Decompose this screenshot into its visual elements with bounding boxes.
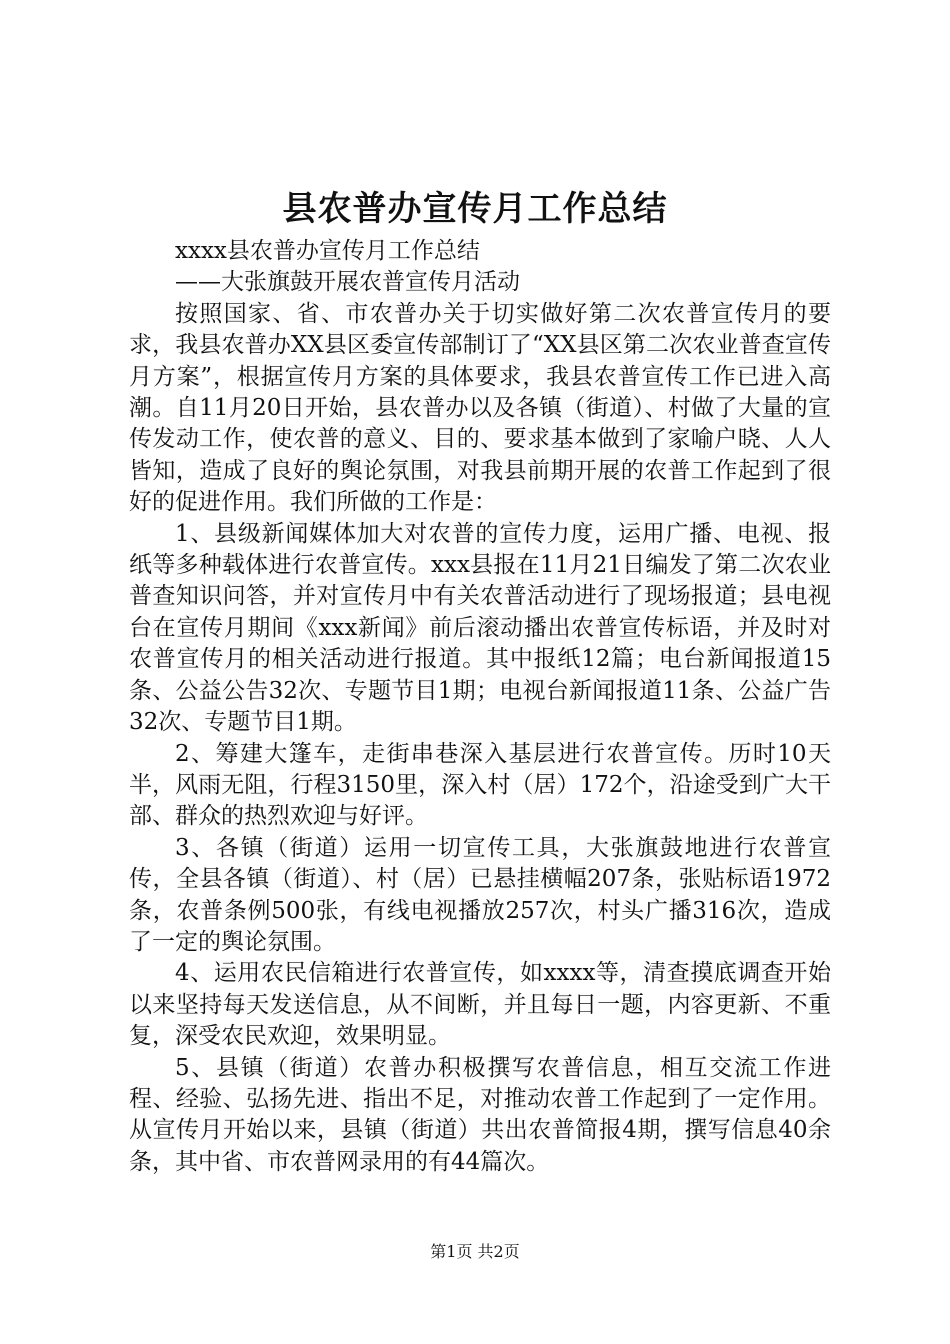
subtitle-line: ——大张旗鼓开展农普宣传月活动 bbox=[175, 269, 520, 296]
page-title: 县农普办宣传月工作总结 bbox=[282, 189, 668, 229]
body-paragraph: 1、县级新闻媒体加大对农普的宣传力度，运用广播、电视、报纸等多种载体进行农普宣传。xxx县报在11月21日编发了第二次农业普查知识问答，并对宣传月中有关农普活动进行了现场报道；县电视台在宣传月期间《xxx新闻》前后滚动播出农普宣传标语，并及时对农普宣传月的相关活动进行报道。其中报纸12篇；电台新闻报道15条、公益公告32次、专题节目1期；电视台新闻报道11条、公益广告32次、专题节目1期。 bbox=[129, 520, 831, 736]
body-paragraph: 4、运用农民信箱进行农普宣传，如xxxx等，清查摸底调查开始以来坚持每天发送信息，从不间断，并且每日一题，内容更新、不重复，深受农民欢迎，效果明显。 bbox=[129, 960, 831, 1050]
page-number-footer: 第1页 共2页 bbox=[430, 1242, 520, 1261]
subtitle-line: xxxx县农普办宣传月工作总结 bbox=[175, 238, 480, 264]
body-paragraph: 按照国家、省、市农普办关于切实做好第二次农普宣传月的要求，我县农普办XX县区委宣传部制订了“XX县区第二次农业普查宣传月方案”，根据宣传月方案的具体要求，我县农普宣传工作已进入高潮。自11月20日开始，县农普办以及各镇（街道）、村做了大量的宣传发动工作，使农普的意义、目的、要求基本做到了家喻户晓、人人皆知，造成了良好的舆论氛围，对我县前期开展的农普工作起到了很好的促进作用。我们所做的工作是： bbox=[129, 300, 831, 516]
body-paragraph: 5、县镇（街道）农普办积极撰写农普信息，相互交流工作进程、经验、弘扬先进、指出不足，对推动农普工作起到了一定作用。从宣传月开始以来，县镇（街道）共出农普简报4期，撰写信息40余条，其中省、市农普网录用的有44篇次。 bbox=[129, 1054, 831, 1175]
document-body bbox=[129, 236, 831, 1178]
body-paragraph: 2、筹建大篷车，走街串巷深入基层进行农普宣传。历时10天半，风雨无阻，行程3150里，深入村（居）172个，沿途受到广大干部、群众的热烈欢迎与好评。 bbox=[129, 740, 831, 830]
body-paragraph: 3、各镇（街道）运用一切宣传工具，大张旗鼓地进行农普宣传，全县各镇（街道）、村（居）已悬挂横幅207条，张贴标语1972条，农普条例500张，有线电视播放257次，村头广播316次，造成了一定的舆论氛围。 bbox=[129, 834, 831, 955]
